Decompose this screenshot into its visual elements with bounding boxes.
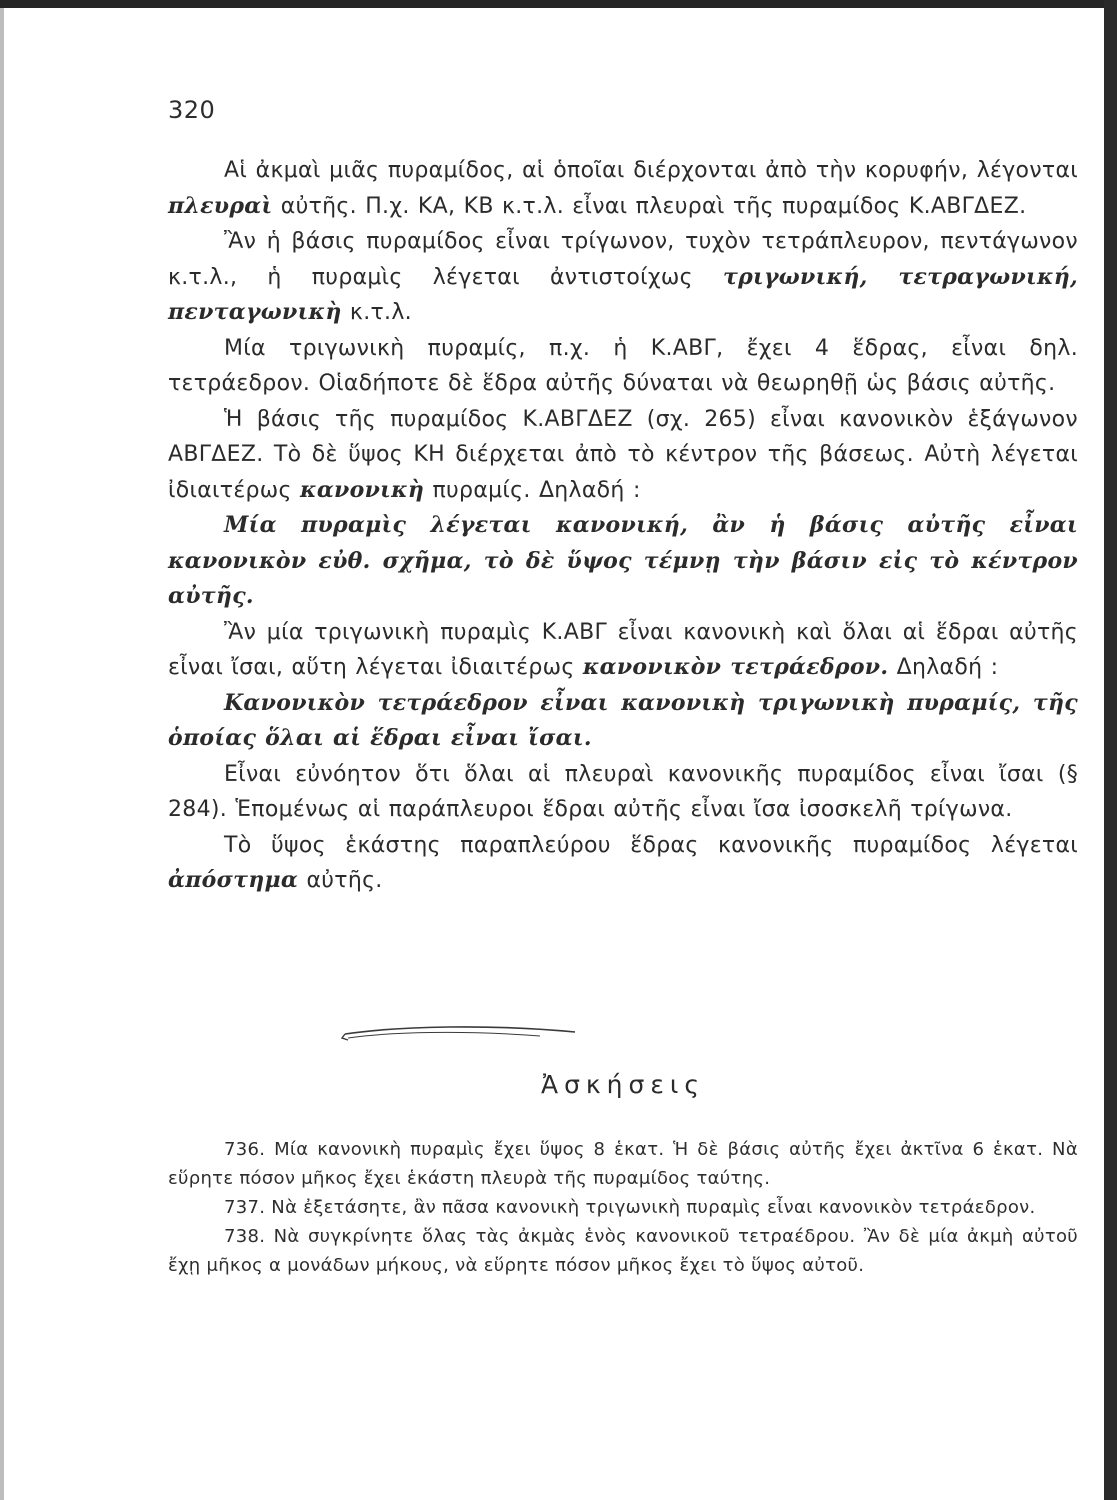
paragraph (168, 331, 1078, 402)
text-segment: Ἂν ἡ βάσις πυραμίδος εἶναι τρίγωνον, τυχὸν τετράπλευρον, πεντάγωνον κ.τ.λ., ἡ πυραμὶς λέγεται ἀντιστοίχως (168, 229, 1078, 290)
main-text (168, 153, 1078, 899)
exercises-heading: Ἀσκήσεις (540, 1070, 705, 1099)
book-page (0, 8, 1104, 1500)
exercise-list (168, 1135, 1078, 1280)
text-segment: Τὸ ὕψος ἑκάστης παραπλεύρου ἕδρας κανονικῆς πυραμίδος λέγεται (224, 832, 1078, 858)
text-segment: πυραμίς. Δηλαδή : (424, 477, 641, 503)
text-segment: Ἂν μία τριγωνικὴ πυραμὶς Κ.ΑΒΓ εἶναι κανονικὴ καὶ ὅλαι αἱ ἕδραι αὐτῆς εἶναι ἴσαι, αὕτη λέγεται ἰδιαιτέρως (168, 619, 1078, 680)
emphasized-term: κανονικὴ (300, 476, 425, 503)
page-number: 320 (168, 96, 216, 124)
emphasized-term: τριγωνική, τετραγωνική, πενταγωνικὴ (168, 263, 1079, 325)
text-segment: αὐτῆς. Π.χ. ΚΑ, ΚΒ κ.τ.λ. εἶναι πλευραὶ τῆς πυραμίδος Κ.ΑΒΓΔΕΖ. (272, 193, 1027, 219)
text-segment: Αἱ ἀκμαὶ μιᾶς πυραμίδος, αἱ ὁποῖαι διέρχονται ἀπὸ τὴν κορυφήν, λέγονται (224, 158, 1078, 183)
text-segment: αὐτῆς. (298, 868, 383, 893)
exercise-item: 736. Μία κανονικὴ πυραμὶς ἔχει ὕψος 8 ἑκατ. Ἡ δὲ βάσις αὐτῆς ἔχει ἀκτῖνα 6 ἑκατ. Νὰ εὕρητε πόσον μῆκος ἔχει ἑκάστη πλευρὰ τῆς πυραμίδος ταύτης. (168, 1139, 1078, 1189)
paragraph (168, 828, 1078, 899)
text-segment: Δηλαδή : (888, 655, 999, 680)
text-segment: Μία τριγωνικὴ πυραμίς, π.χ. ἡ Κ.ΑΒΓ, ἔχει 4 ἕδρας, εἶναι δηλ. τετράεδρον. Οἱαδήποτε δὲ ἕδρα αὐτῆς δύναται νὰ θεωρηθῇ ὡς βάσις αὐτῆς. (168, 335, 1078, 396)
exercise-item: 737. Νὰ ἐξετάσητε, ἂν πᾶσα κανονικὴ τριγωνικὴ πυραμὶς εἶναι κανονικὸν τετράεδρον. (224, 1197, 1036, 1218)
emphasized-term: ἀπόστημα (168, 867, 299, 893)
emphasized-term: κανονικὸν τετράεδρον. (582, 654, 889, 680)
exercise-item: 738. Νὰ συγκρίνητε ὅλας τὰς ἀκμὰς ἑνὸς κανονικοῦ τετραέδρου. Ἂν δὲ μία ἀκμὴ αὐτοῦ ἔχῃ μῆκος α μονάδων μήκους, νὰ εὕρητε πόσον μῆκος ἔχει τὸ ὕψος αὐτοῦ. (168, 1226, 1078, 1276)
text-segment: Εἶναι εὐνόητον ὅτι ὅλαι αἱ πλευραὶ κανονικῆς πυραμίδος εἶναι ἴσαι (§ 284). Ἑπομένως αἱ παράπλευροι ἕδραι αὐτῆς εἶναι ἴσα ἰσοσκελῆ τρίγωνα. (168, 761, 1078, 822)
text-segment: κ.τ.λ. (341, 300, 412, 325)
definition-paragraph (168, 508, 1078, 615)
definition-paragraph (168, 686, 1078, 757)
page-edge (1104, 0, 1117, 1500)
decorative-flourish (340, 1018, 580, 1048)
paragraph (168, 615, 1078, 686)
text-segment: Ἡ βάσις τῆς πυραμίδος Κ.ΑΒΓΔΕΖ (σχ. 265) εἶναι κανονικὸν ἑξάγωνον ΑΒΓΔΕΖ. Τὸ δὲ ὕψος ΚΗ διέρχεται ἀπὸ τὸ κέντρον τῆς βάσεως. Αὐτὴ λέγεται ἰδιαιτέρως (168, 406, 1078, 503)
paragraph (168, 757, 1078, 828)
paragraph (168, 224, 1078, 331)
text-segment: Μία πυραμὶς λέγεται κανονική, ἂν ἡ βάσις αὐτῆς εἶναι κανονικὸν εὐθ. σχῆμα, τὸ δὲ ὕψος τέμνῃ τὴν βάσιν εἰς τὸ κέντρον αὐτῆς. (168, 512, 1078, 609)
paragraph (168, 402, 1078, 509)
emphasized-term: πλευραὶ (168, 192, 273, 219)
paragraph (168, 153, 1078, 224)
text-segment: Κανονικὸν τετράεδρον εἶναι κανονικὴ τριγωνικὴ πυραμίς, τῆς ὁποίας ὅλαι αἱ ἕδραι εἶναι ἴσαι. (168, 689, 1078, 751)
